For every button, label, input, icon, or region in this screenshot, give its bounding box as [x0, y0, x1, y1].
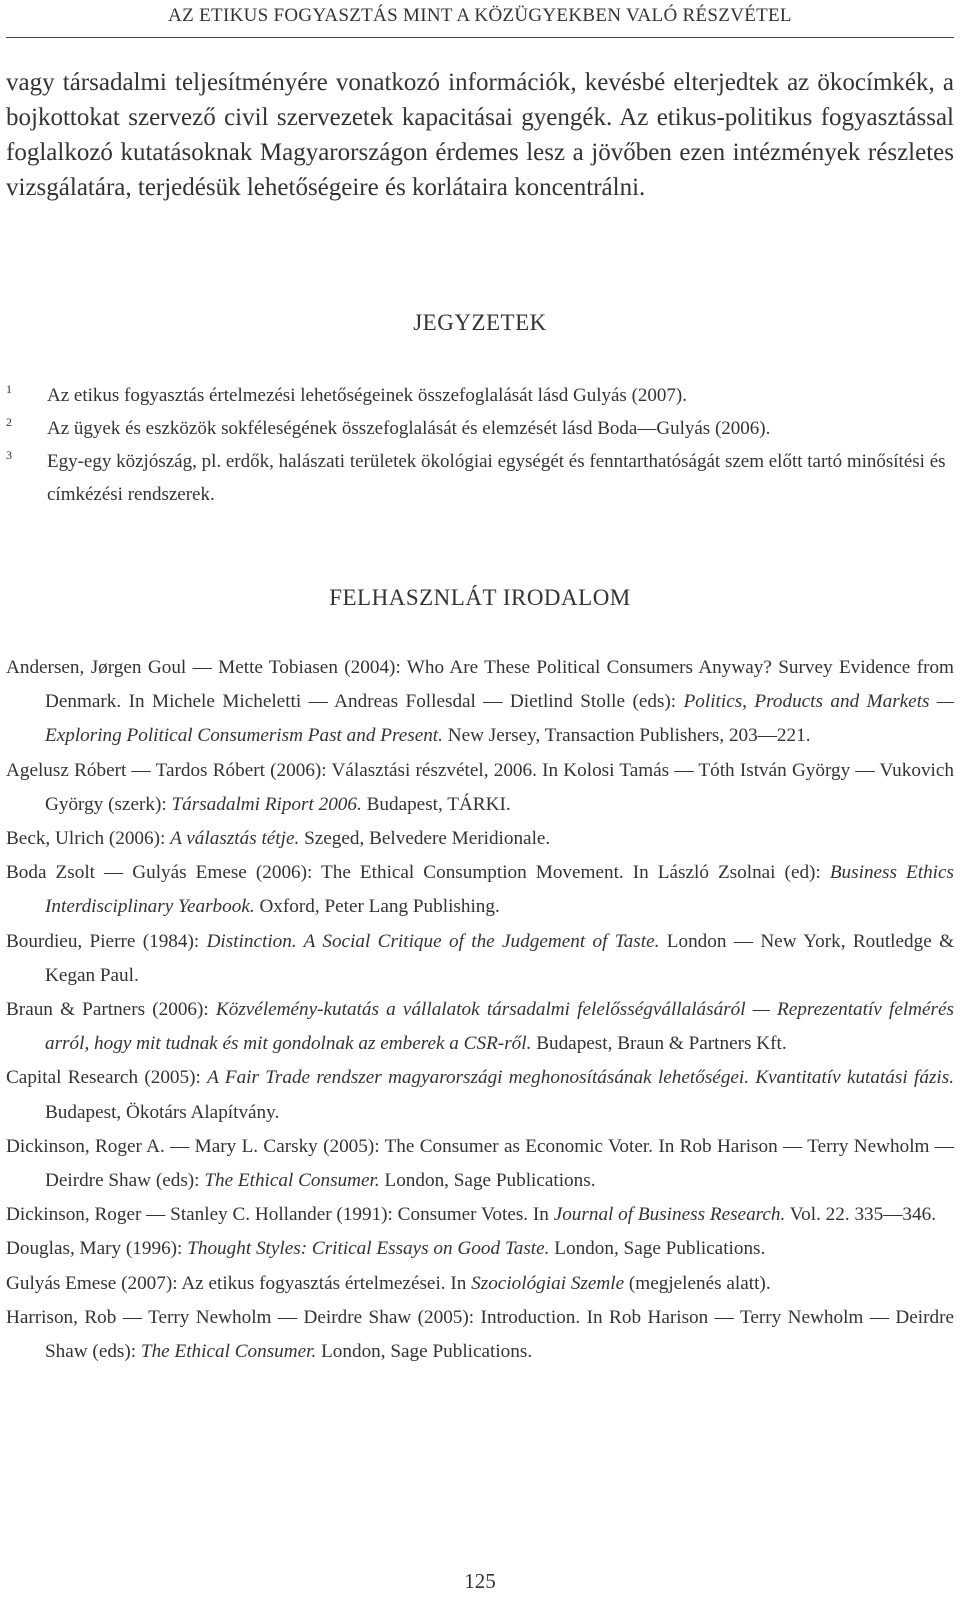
running-head: AZ ETIKUS FOGYASZTÁS MINT A KÖZÜGYEKBEN VALÓ RÉSZVÉTEL [168, 5, 792, 26]
reference-title: Társadalmi Riport 2006. [171, 793, 362, 815]
reference-entry [6, 822, 954, 856]
reference-text: Braun & Partners (2006): [6, 999, 216, 1021]
reference-entry [6, 1198, 954, 1232]
reference-text: Boda Zsolt — Gulyás Emese (2006): The Ethical Consumption Movement. In László Zsolnai (ed): [6, 862, 830, 884]
note-text: Egy-egy közjószág, pl. erdők, halászati területek ökológiai egységét és fenntarthatóságát szem előtt tartó minősítési és címkézési rendszerek. [47, 451, 946, 505]
note-number: 2 [6, 415, 12, 429]
reference-text: New Jersey, Transaction Publishers, 203—221. [442, 725, 811, 747]
note-item [6, 412, 954, 445]
reference-entry [6, 651, 954, 754]
reference-text: Vol. 22. 335—346. [785, 1204, 937, 1226]
reference-text: Budapest, TÁRKI. [361, 793, 511, 815]
reference-title: Szociológiai Szemle [471, 1272, 625, 1294]
reference-title: A Fair Trade rendszer magyarországi meghonosításának lehetőségei. Kvantitatív kutatási fázis. [207, 1067, 955, 1089]
reference-entry [6, 993, 954, 1061]
reference-title: Közvélemény-kutatás a vállalatok társadalmi felelősségvállalásáról — Reprezentatív felmérés arról, hogy mit tudnak és mit gondolnak az emberek a CSR-ről. [45, 999, 954, 1055]
reference-text: London — New York, Routledge & Kegan Paul. [45, 930, 954, 986]
reference-text: Oxford, Peter Lang Publishing. [254, 896, 500, 918]
reference-text: Dickinson, Roger — Stanley C. Hollander (1991): Consumer Votes. In [6, 1204, 554, 1226]
reference-entry [6, 1061, 954, 1129]
note-text: Az etikus fogyasztás értelmezési lehetőségeinek összefoglalását lásd Gulyás (2007). [47, 385, 687, 406]
reference-text: Beck, Ulrich (2006): [6, 828, 171, 850]
reference-text: Gulyás Emese (2007): Az etikus fogyasztás értelmezései. In [6, 1272, 472, 1294]
references-heading: FELHASZNLÁT IRODALOM [329, 585, 631, 610]
reference-title: Business Ethics Interdisciplinary Yearbook. [45, 862, 954, 918]
page-number: 125 [464, 1569, 496, 1593]
reference-entry [6, 856, 954, 924]
reference-title: Thought Styles: Critical Essays on Good Taste. [187, 1238, 550, 1260]
reference-text: Harrison, Rob — Terry Newholm — Deirdre Shaw (2005): Introduction. In Rob Harison — Terry Newholm — Deirdre Shaw (eds): [6, 1306, 954, 1363]
reference-title: Distinction. A Social Critique of the Judgement of Taste. [206, 930, 660, 952]
references-list [6, 651, 954, 1369]
reference-text: Agelusz Róbert — Tardos Róbert (2006): Választási részvétel, 2006. In Kolosi Tamás — Tóth István György — Vukovich György (szerk): [6, 759, 954, 815]
reference-text: Douglas, Mary (1996): [6, 1238, 188, 1260]
reference-text: Andersen, Jørgen Goul — Mette Tobiasen (2004): Who Are These Political Consumers Anyway? Survey Evidence from Denmark. In Michele Micheletti — Andreas Follesdal — Dietlind Stolle (eds): [6, 657, 954, 713]
note-text: Az ügyek és eszközök sokféleségének összefoglalását és elemzését lásd Boda—Gulyás (2006). [47, 418, 771, 439]
reference-entry [6, 925, 954, 993]
reference-title: The Ethical Consumer. [204, 1170, 380, 1192]
reference-text: (megjelenés alatt). [624, 1272, 771, 1294]
reference-text: Bourdieu, Pierre (1984): [6, 930, 207, 952]
reference-text: Budapest, Braun & Partners Kft. [531, 1033, 787, 1055]
note-item [6, 379, 954, 412]
reference-text: Capital Research (2005): [6, 1067, 208, 1089]
header-rule [6, 37, 954, 38]
reference-title: Journal of Business Research. [553, 1204, 786, 1226]
notes-heading: JEGYZETEK [413, 310, 547, 335]
reference-entry [6, 1301, 954, 1369]
reference-entry [6, 1232, 954, 1266]
reference-entry [6, 1267, 954, 1301]
reference-text: Szeged, Belvedere Meridionale. [299, 828, 551, 850]
reference-text: Budapest, Ökotárs Alapítvány. [45, 1101, 280, 1123]
reference-text: London, Sage Publications. [549, 1238, 766, 1260]
reference-title: A választás tétje. [170, 828, 300, 850]
reference-entry [6, 1130, 954, 1198]
note-number: 1 [6, 382, 12, 396]
note-number: 3 [6, 448, 12, 462]
reference-text: London, Sage Publications. [379, 1170, 596, 1192]
reference-text: London, Sage Publications. [316, 1341, 533, 1363]
reference-text: Dickinson, Roger A. — Mary L. Carsky (2005): The Consumer as Economic Voter. In Rob Harison — Terry Newholm — Deirdre Shaw (eds): [6, 1135, 954, 1192]
reference-title: Politics, Products and Markets — Exploring Political Consumerism Past and Present. [45, 691, 954, 747]
note-item [6, 445, 954, 511]
reference-entry [6, 754, 954, 822]
reference-title: The Ethical Consumer. [140, 1341, 317, 1363]
body-paragraph: vagy társadalmi teljesítményére vonatkozó információk, kevésbé elterjedtek az ökocímkék, a bojkottokat szervező civil szervezetek kapacitásai gyengék. Az etikus-politikus fogyasztással foglalkozó kutatásoknak Magyarországon érdemes lesz a jövőben ezen intézmények részletes vizsgálatára, terjedésük lehetőségeire és korlátaira koncentrálni. [6, 69, 954, 201]
notes-list [6, 379, 954, 511]
